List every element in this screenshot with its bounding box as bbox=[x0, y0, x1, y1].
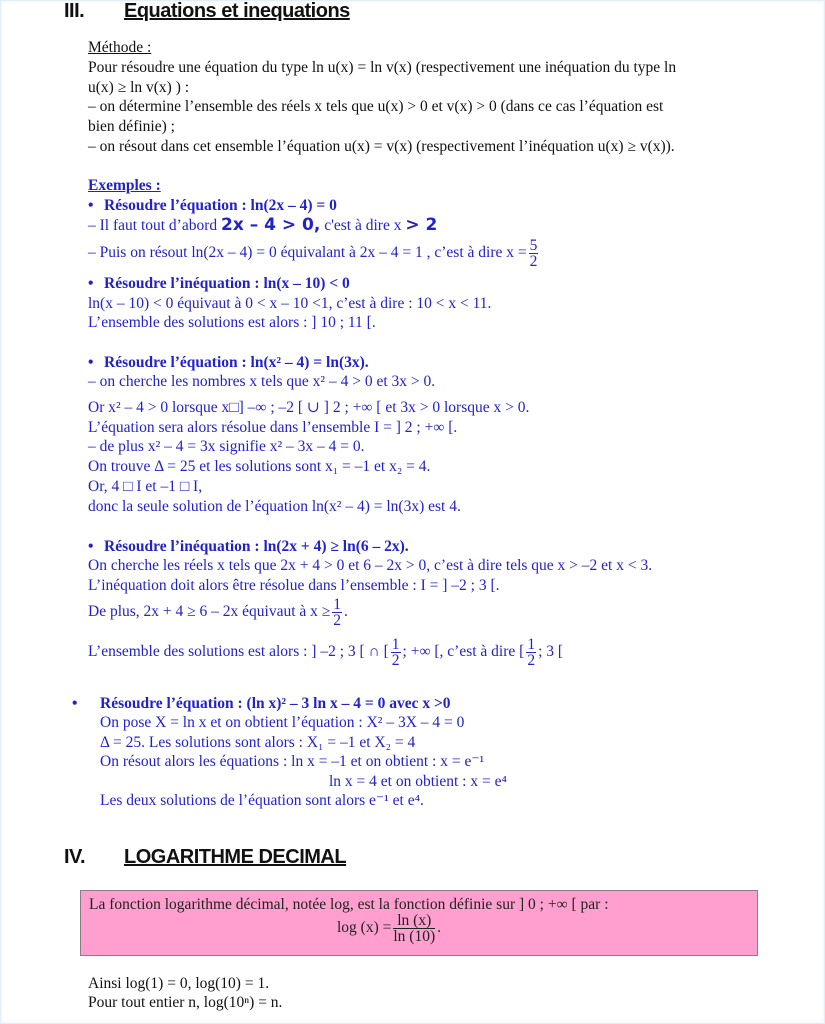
denominator: 2 bbox=[527, 652, 536, 669]
example-5-title: Résoudre l’équation : (ln x)² – 3 ln x – 4 = 0 avec x >0 bbox=[100, 695, 451, 712]
text: ; +∞ [, c’est à dire [ bbox=[402, 643, 525, 661]
method-line-1: Pour résoudre une équation du type ln u(x) = ln v(x) (respectivement une inéquation du type ln bbox=[88, 59, 677, 76]
examples-label: Exemples : bbox=[88, 177, 161, 194]
log-property-1: Ainsi log(1) = 0, log(10) = 1. bbox=[88, 975, 270, 992]
example-5-line-2: Δ = 25. Les solutions sont alors : X₁ = –1 et X₂ = 4 bbox=[100, 734, 416, 751]
definition-formula: log (x) = $\frac{\ln (x)}{\ln (10)}$ . bbox=[337, 912, 442, 945]
definition-line: La fonction logarithme décimal, notée log, est la fonction définie sur ] 0 ; +∞ [ par : bbox=[89, 896, 609, 913]
example-2-line-1: ln(x – 10) < 0 équivaut à 0 < x – 10 <1, c’est à dire : 10 < x < 11. bbox=[88, 295, 492, 312]
method-line-3: – on détermine l’ensemble des réels x tels que u(x) > 0 et v(x) > 0 (dans ce cas l’équation est bbox=[88, 98, 664, 115]
bullet-icon: • bbox=[72, 695, 78, 712]
example-4-line-2: L’inéquation doit alors être résolue dans l’ensemble : I = ] –2 ; 3 [. bbox=[88, 577, 500, 594]
example-1-line-1 bbox=[88, 215, 437, 236]
example-3-heading bbox=[88, 353, 369, 373]
denominator: ln (10) bbox=[393, 928, 436, 945]
denominator: 2 bbox=[529, 253, 538, 270]
example-4-line-1: On cherche les réels x tels que 2x + 4 > 0 et 6 – 2x > 0, c’est à dire tels que x > –2 et x < 3. bbox=[88, 557, 653, 574]
fraction bbox=[332, 597, 342, 628]
fraction bbox=[391, 637, 401, 668]
example-5-line-3: On résout alors les équations : ln x = –1 et on obtient : x = e⁻¹ bbox=[100, 753, 485, 770]
example-3-line-1: – on cherche les nombres x tels que x² – 4 > 0 et 3x > 0. bbox=[88, 373, 436, 390]
text: L’ensemble des solutions est alors : ] –2 ; 3 [ ∩ [ bbox=[88, 643, 389, 661]
text: c'est à dire x bbox=[320, 217, 406, 234]
example-1-line-2 bbox=[88, 238, 540, 269]
example-4-line-3: De plus, 2x + 4 ≥ 6 – 2x équivaut à x ≥ $\frac{1}{2}$ . bbox=[88, 596, 348, 629]
result-highlight: > 2 bbox=[405, 215, 438, 235]
example-4-heading bbox=[88, 537, 409, 557]
example-5-line-1: On pose X = ln x et on obtient l’équation : X² – 3X – 4 = 0 bbox=[100, 714, 465, 731]
example-3-line-7: donc la seule solution de l’équation ln(x² – 4) = ln(3x) est 4. bbox=[88, 498, 461, 515]
bullet-icon: • bbox=[88, 197, 94, 214]
fraction bbox=[526, 637, 536, 668]
section-4-number: IV. bbox=[64, 846, 86, 868]
fraction bbox=[529, 238, 539, 269]
section-3-title: Equations et inequations bbox=[124, 0, 350, 22]
numerator: ln (x) bbox=[393, 913, 435, 929]
example-3-title: Résoudre l’équation : ln(x² – 4) = ln(3x). bbox=[104, 354, 369, 371]
numerator: 1 bbox=[391, 636, 400, 653]
text: ; 3 [ bbox=[538, 643, 564, 661]
example-3-line-6: Or, 4 □ I et –1 □ I, bbox=[88, 478, 203, 495]
example-1-title: Résoudre l’équation : ln(2x – 4) = 0 bbox=[104, 197, 337, 214]
condition-highlight: 2x – 4 > 0, bbox=[221, 215, 321, 235]
fraction bbox=[393, 913, 435, 944]
numerator: 1 bbox=[527, 636, 536, 653]
denominator: 2 bbox=[333, 612, 342, 629]
log-property-2: Pour tout entier n, log(10ⁿ) = n. bbox=[88, 994, 283, 1011]
text: – Il faut tout d’abord bbox=[88, 217, 222, 234]
example-4-title: Résoudre l’inéquation : ln(2x + 4) ≥ ln(6 – 2x). bbox=[104, 538, 409, 555]
denominator: 2 bbox=[391, 652, 400, 669]
section-3-number: III. bbox=[64, 0, 85, 22]
example-3-line-3: L’équation sera alors résolue dans l’ensemble I = ] 2 ; +∞ [. bbox=[88, 419, 458, 436]
example-3-line-2: Or x² – 4 > 0 lorsque x□] –∞ ; –2 [ ∪ ] 2 ; +∞ [ et 3x > 0 lorsque x > 0. bbox=[88, 399, 530, 416]
example-5-line-4: ln x = 4 et on obtient : x = e⁴ bbox=[329, 773, 507, 790]
method-line-2: u(x) ≥ ln v(x) ) : bbox=[88, 79, 190, 96]
example-2-line-2: L’ensemble des solutions est alors : ] 10 ; 11 [. bbox=[88, 314, 376, 331]
example-4-line-4 bbox=[88, 637, 563, 668]
text: – Puis on résout ln(2x – 4) = 0 équivalant à 2x – 4 = 1 , c’est à dire x = bbox=[88, 244, 527, 262]
numerator: 5 bbox=[529, 237, 538, 254]
example-3-line-5: On trouve Δ = 25 et les solutions sont x₁ = –1 et x₂ = 4. bbox=[88, 458, 431, 475]
method-line-4: bien définie) ; bbox=[88, 118, 175, 135]
bullet-icon: • bbox=[88, 538, 94, 555]
example-5-heading bbox=[72, 694, 451, 714]
definition-box bbox=[80, 890, 758, 956]
example-3-line-4: – de plus x² – 4 = 3x signifie x² – 3x – 4 = 0. bbox=[88, 438, 365, 455]
text: De plus, 2x + 4 ≥ 6 – 2x équivaut à x ≥ bbox=[88, 603, 331, 621]
method-label: Méthode : bbox=[88, 39, 152, 56]
bullet-icon: • bbox=[88, 354, 94, 371]
section-4-title: LOGARITHME DECIMAL bbox=[124, 846, 347, 868]
numerator: 1 bbox=[333, 596, 342, 613]
example-5-line-5: Les deux solutions de l’équation sont alors e⁻¹ et e⁴. bbox=[100, 792, 424, 809]
example-2-heading bbox=[88, 274, 350, 294]
formula-lhs: log (x) = bbox=[337, 919, 392, 937]
bullet-icon: • bbox=[88, 275, 94, 292]
example-2-title: Résoudre l’inéquation : ln(x – 10) < 0 bbox=[104, 275, 350, 292]
example-1-heading bbox=[88, 196, 337, 216]
method-line-5: – on résout dans cet ensemble l’équation u(x) = v(x) (respectivement l’inéquation u(x) ≥ v(x)). bbox=[88, 138, 675, 155]
